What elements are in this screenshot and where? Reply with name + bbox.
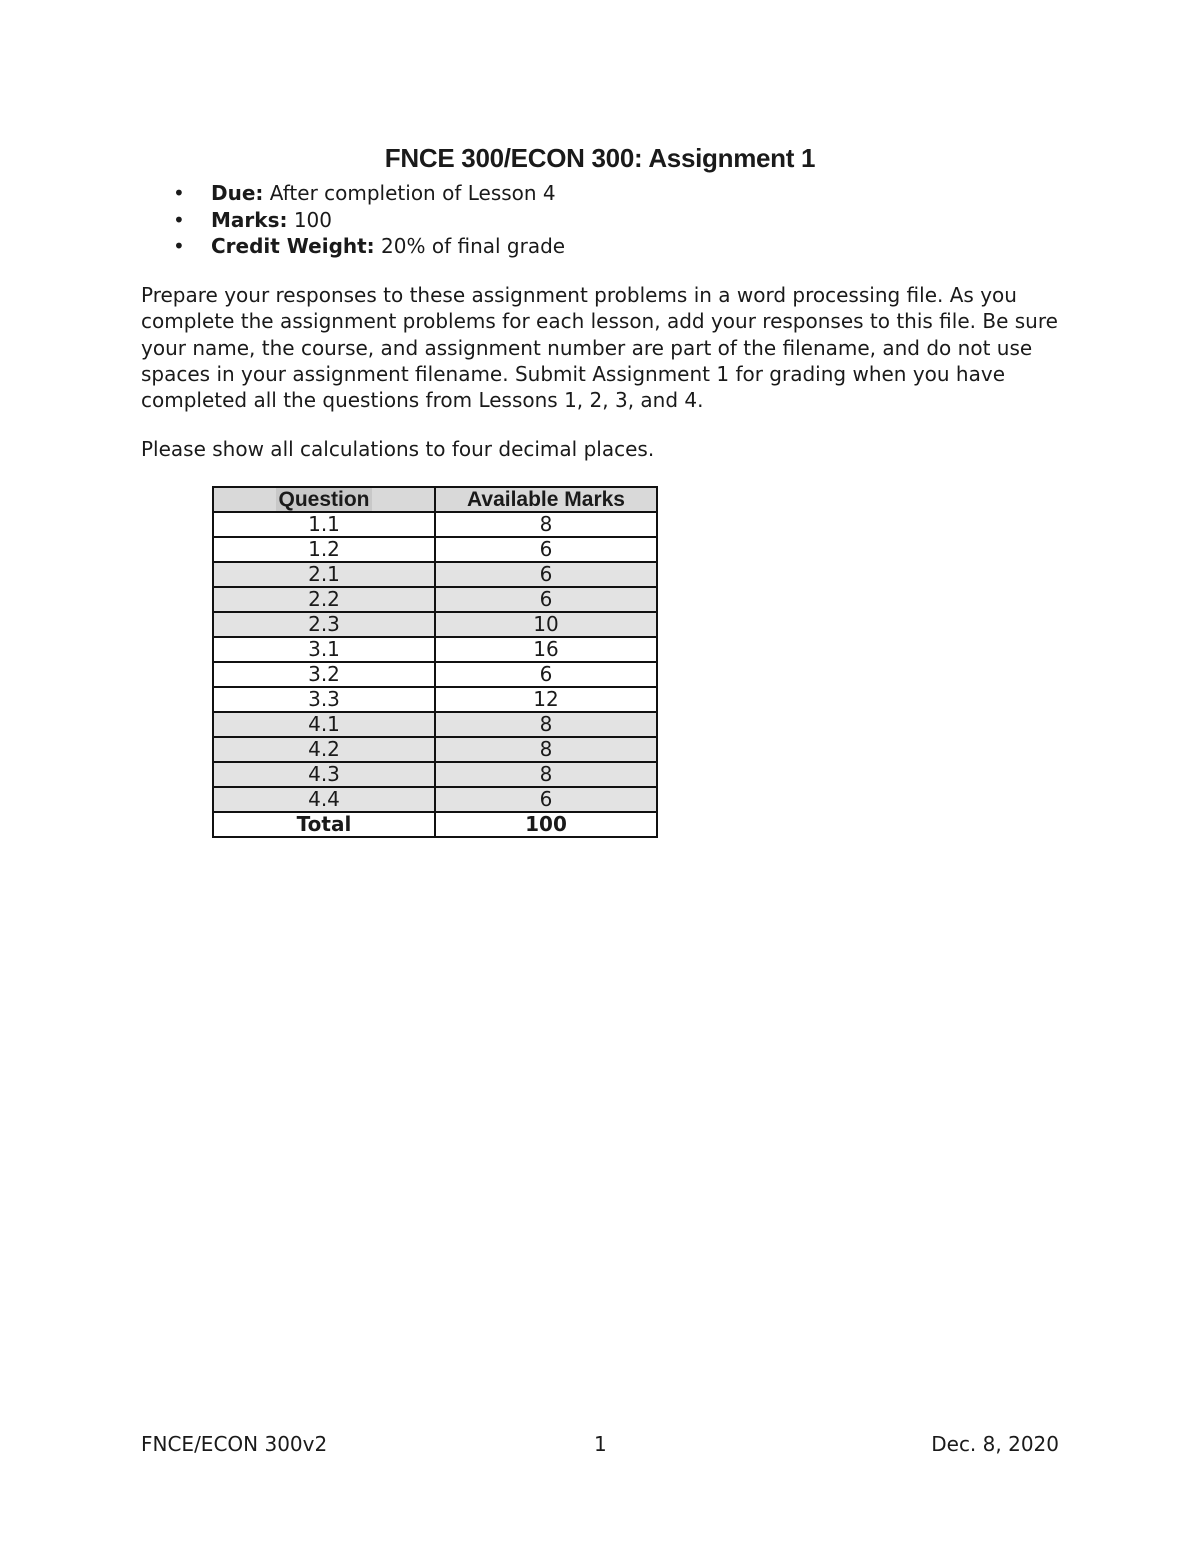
marks-cell: 10 [435, 612, 657, 637]
question-cell: 3.1 [213, 637, 435, 662]
question-cell: 4.4 [213, 787, 435, 812]
question-cell: 2.3 [213, 612, 435, 637]
question-cell: 2.1 [213, 562, 435, 587]
table-header-row [213, 487, 657, 512]
table-row [213, 762, 657, 787]
table-row [213, 537, 657, 562]
table-row [213, 737, 657, 762]
assignment-info-list [173, 180, 565, 260]
info-label: Marks: [211, 207, 288, 232]
info-value: 100 [287, 207, 332, 232]
table-row [213, 612, 657, 637]
table-row [213, 787, 657, 812]
marks-table-body [213, 512, 657, 837]
bullet-icon: • [173, 181, 185, 205]
marks-cell: 8 [435, 762, 657, 787]
marks-cell: 6 [435, 537, 657, 562]
table-row [213, 512, 657, 537]
question-cell: 2.2 [213, 587, 435, 612]
question-cell: 3.2 [213, 662, 435, 687]
marks-cell: 8 [435, 512, 657, 537]
bullet-icon: • [173, 234, 185, 258]
table-total-row [213, 812, 657, 837]
marks-cell: 6 [435, 587, 657, 612]
info-value: After completion of Lesson 4 [263, 181, 556, 205]
question-cell: 4.3 [213, 762, 435, 787]
table-row [213, 662, 657, 687]
table-row [213, 587, 657, 612]
marks-cell: 12 [435, 687, 657, 712]
question-cell: 4.2 [213, 737, 435, 762]
info-item-due [173, 180, 565, 207]
question-cell: 1.1 [213, 512, 435, 537]
question-cell: 4.1 [213, 712, 435, 737]
column-header-question: Question [213, 487, 435, 512]
bullet-icon: • [173, 207, 185, 232]
info-label: Due: [211, 181, 264, 205]
marks-cell: 8 [435, 712, 657, 737]
column-header-available-marks: Available Marks [435, 487, 657, 512]
marks-cell: 8 [435, 737, 657, 762]
info-label: Credit Weight: [211, 234, 375, 258]
question-cell: 1.2 [213, 537, 435, 562]
info-item-credit-weight [173, 233, 565, 260]
marks-cell: 16 [435, 637, 657, 662]
question-cell: 3.3 [213, 687, 435, 712]
table-row [213, 562, 657, 587]
table-row [213, 712, 657, 737]
table-row [213, 687, 657, 712]
instructions-paragraph: Prepare your responses to these assignment problems in a word processing file. As you complete the assignment problems for each lesson, add your responses to this file. Be sure your name, the course, and assignment number are part of the filename, and do not use spaces in your assignment filename. Submit Assignment 1 for grading when you have completed all the questions from Lessons 1, 2, 3, and 4. [141, 283, 1058, 413]
calculation-note: Please show all calculations to four decimal places. [141, 437, 655, 461]
info-value: 20% of final grade [374, 234, 566, 258]
marks-cell: 6 [435, 562, 657, 587]
info-item-marks [173, 207, 565, 234]
total-label-cell: Total [213, 812, 435, 837]
footer-date: Dec. 8, 2020 [931, 1432, 1059, 1456]
footer-page-number: 1 [594, 1432, 607, 1456]
marks-cell: 6 [435, 662, 657, 687]
footer-course-version: FNCE/ECON 300v2 [141, 1432, 328, 1456]
total-value-cell: 100 [435, 812, 657, 837]
marks-cell: 6 [435, 787, 657, 812]
table-row [213, 637, 657, 662]
marks-table [212, 486, 658, 838]
document-title: FNCE 300/ECON 300: Assignment 1 [384, 143, 816, 173]
